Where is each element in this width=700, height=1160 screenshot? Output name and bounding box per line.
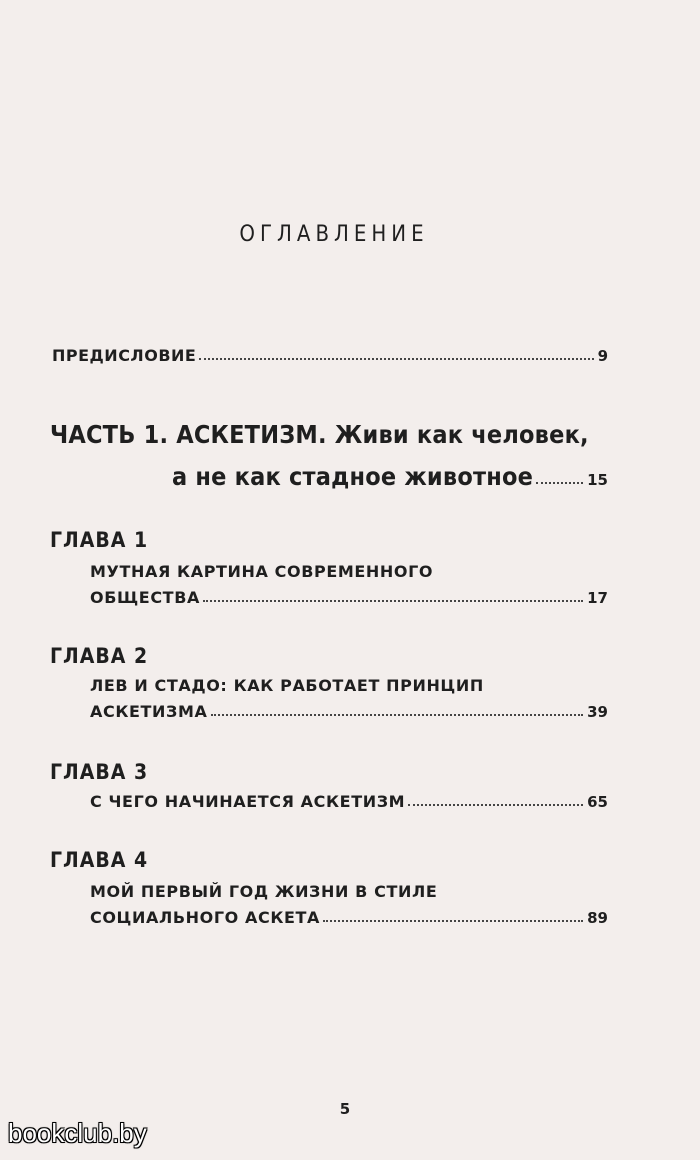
- page-number: 39: [587, 703, 608, 721]
- page-number: 89: [587, 909, 608, 927]
- chapter-label: ГЛАВА 4: [50, 848, 149, 872]
- toc-entry-part1: [172, 462, 608, 491]
- leader-dots: [323, 920, 583, 922]
- chapter-title-line1: МУТНАЯ КАРТИНА СОВРЕМЕННОГО: [90, 562, 434, 581]
- chapter-title: С ЧЕГО НАЧИНАЕТСЯ АСКЕТИЗМ: [90, 792, 406, 811]
- chapter-label: ГЛАВА 2: [50, 644, 149, 668]
- chapter-title-line2: АСКЕТИЗМА: [90, 702, 208, 721]
- toc-entry-preface: [52, 346, 608, 365]
- page-number: 9: [597, 347, 608, 365]
- chapter-label: ГЛАВА 3: [50, 760, 149, 784]
- page-folio: 5: [339, 1100, 351, 1118]
- chapter-title-line1: ЛЕВ И СТАДО: КАК РАБОТАЕТ ПРИНЦИП: [90, 676, 484, 695]
- page-number: 15: [587, 471, 608, 489]
- part-heading-line1: ЧАСТЬ 1. АСКЕТИЗМ. Живи как человек,: [50, 420, 589, 449]
- chapter-title-line1: МОЙ ПЕРВЫЙ ГОД ЖИЗНИ В СТИЛЕ: [90, 882, 438, 901]
- page-number: 17: [587, 589, 608, 607]
- leader-dots: [536, 482, 583, 484]
- leader-dots: [211, 714, 584, 716]
- toc-entry-label: ПРЕДИСЛОВИЕ: [52, 346, 197, 365]
- page-number: 65: [587, 793, 608, 811]
- chapter-label: ГЛАВА 1: [50, 528, 149, 552]
- toc-entry-chapter-1: [90, 588, 608, 607]
- chapter-title-line2: ОБЩЕСТВА: [90, 588, 200, 607]
- toc-entry-chapter-2: [90, 702, 608, 721]
- leader-dots: [199, 358, 593, 360]
- leader-dots: [203, 600, 583, 602]
- part-heading-line2: а не как стадное животное: [172, 462, 534, 491]
- toc-entry-chapter-4: [90, 908, 608, 927]
- toc-title: ОГЛАВЛЕНИЕ: [239, 222, 429, 247]
- leader-dots: [408, 804, 583, 806]
- chapter-title-line2: СОЦИАЛЬНОГО АСКЕТА: [90, 908, 321, 927]
- toc-entry-chapter-3: [90, 792, 608, 811]
- watermark: bookclub.by: [8, 1118, 147, 1148]
